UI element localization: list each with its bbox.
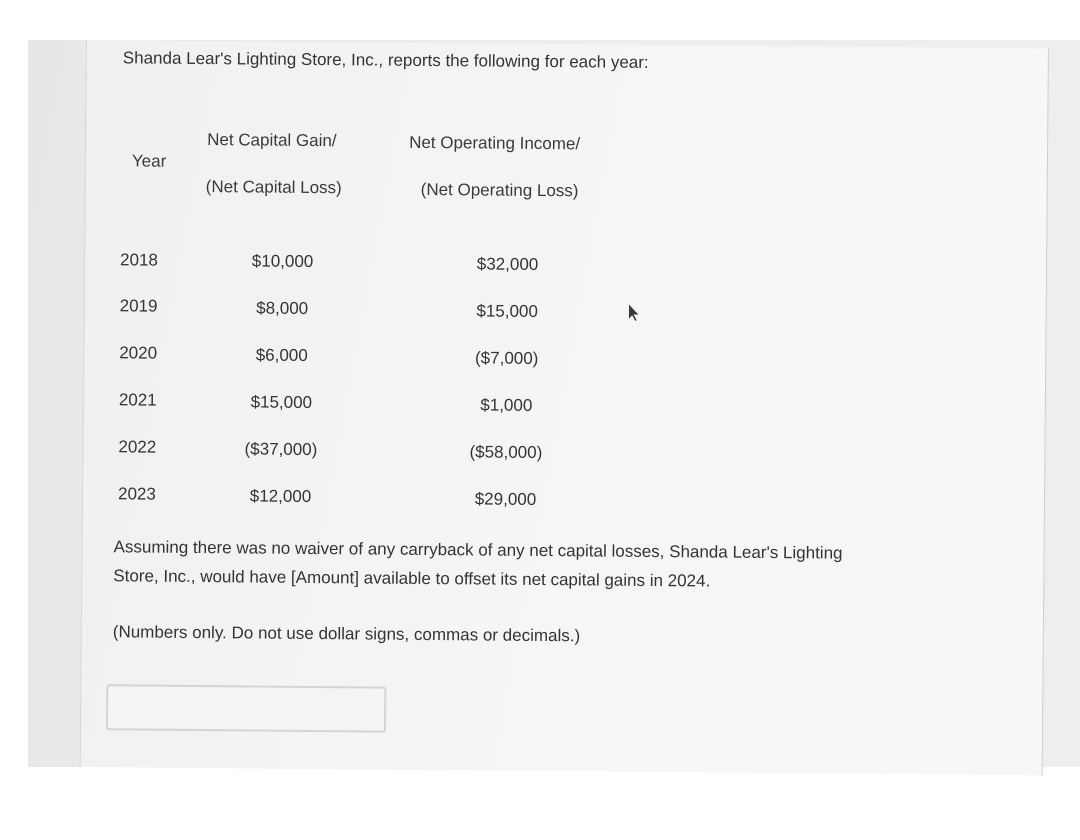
table-row-year: 2023 [117,484,156,504]
table-row-operating: $1,000 [480,395,533,415]
table-row-capital: $15,000 [250,392,313,412]
answer-input[interactable] [106,684,386,732]
table-row-operating: $32,000 [476,254,539,274]
header-year: Year [131,151,167,171]
table-row-operating: ($7,000) [474,348,539,368]
table-row-year: 2021 [118,390,157,410]
table-row-operating: $29,000 [474,489,537,509]
question-panel [80,40,1049,775]
table-row-capital: $10,000 [251,251,314,271]
table-row-year: 2018 [120,250,158,270]
table-row-year: 2022 [118,437,157,457]
table-row-capital: ($37,000) [244,439,318,460]
header-operating-line1: Net Operating Income/ [409,132,581,154]
question-prompt-line2: Store, Inc., would have [Amount] available to offset its net capital gains in 2024. [113,566,711,591]
table-row-year: 2020 [119,343,158,363]
table-row-capital: $8,000 [256,298,309,318]
table-row-capital: $12,000 [249,486,312,506]
question-prompt-line1: Assuming there was no waiver of any carryback of any net capital losses, Shanda Lear's Lighting [113,537,843,563]
question-instructions: (Numbers only. Do not use dollar signs, commas or decimals.) [112,622,581,646]
table-row-operating: $15,000 [476,301,538,321]
question-intro: Shanda Lear's Lighting Store, Inc., reports the following for each year: [122,48,649,72]
table-row-capital: $6,000 [255,345,308,365]
header-operating-line2: (Net Operating Loss) [420,179,579,201]
header-capital-line1: Net Capital Gain/ [207,130,337,151]
table-row-operating: ($58,000) [469,442,543,462]
mouse-pointer-icon [625,304,641,322]
header-capital-line2: (Net Capital Loss) [205,177,342,198]
table-row-year: 2019 [119,296,158,316]
